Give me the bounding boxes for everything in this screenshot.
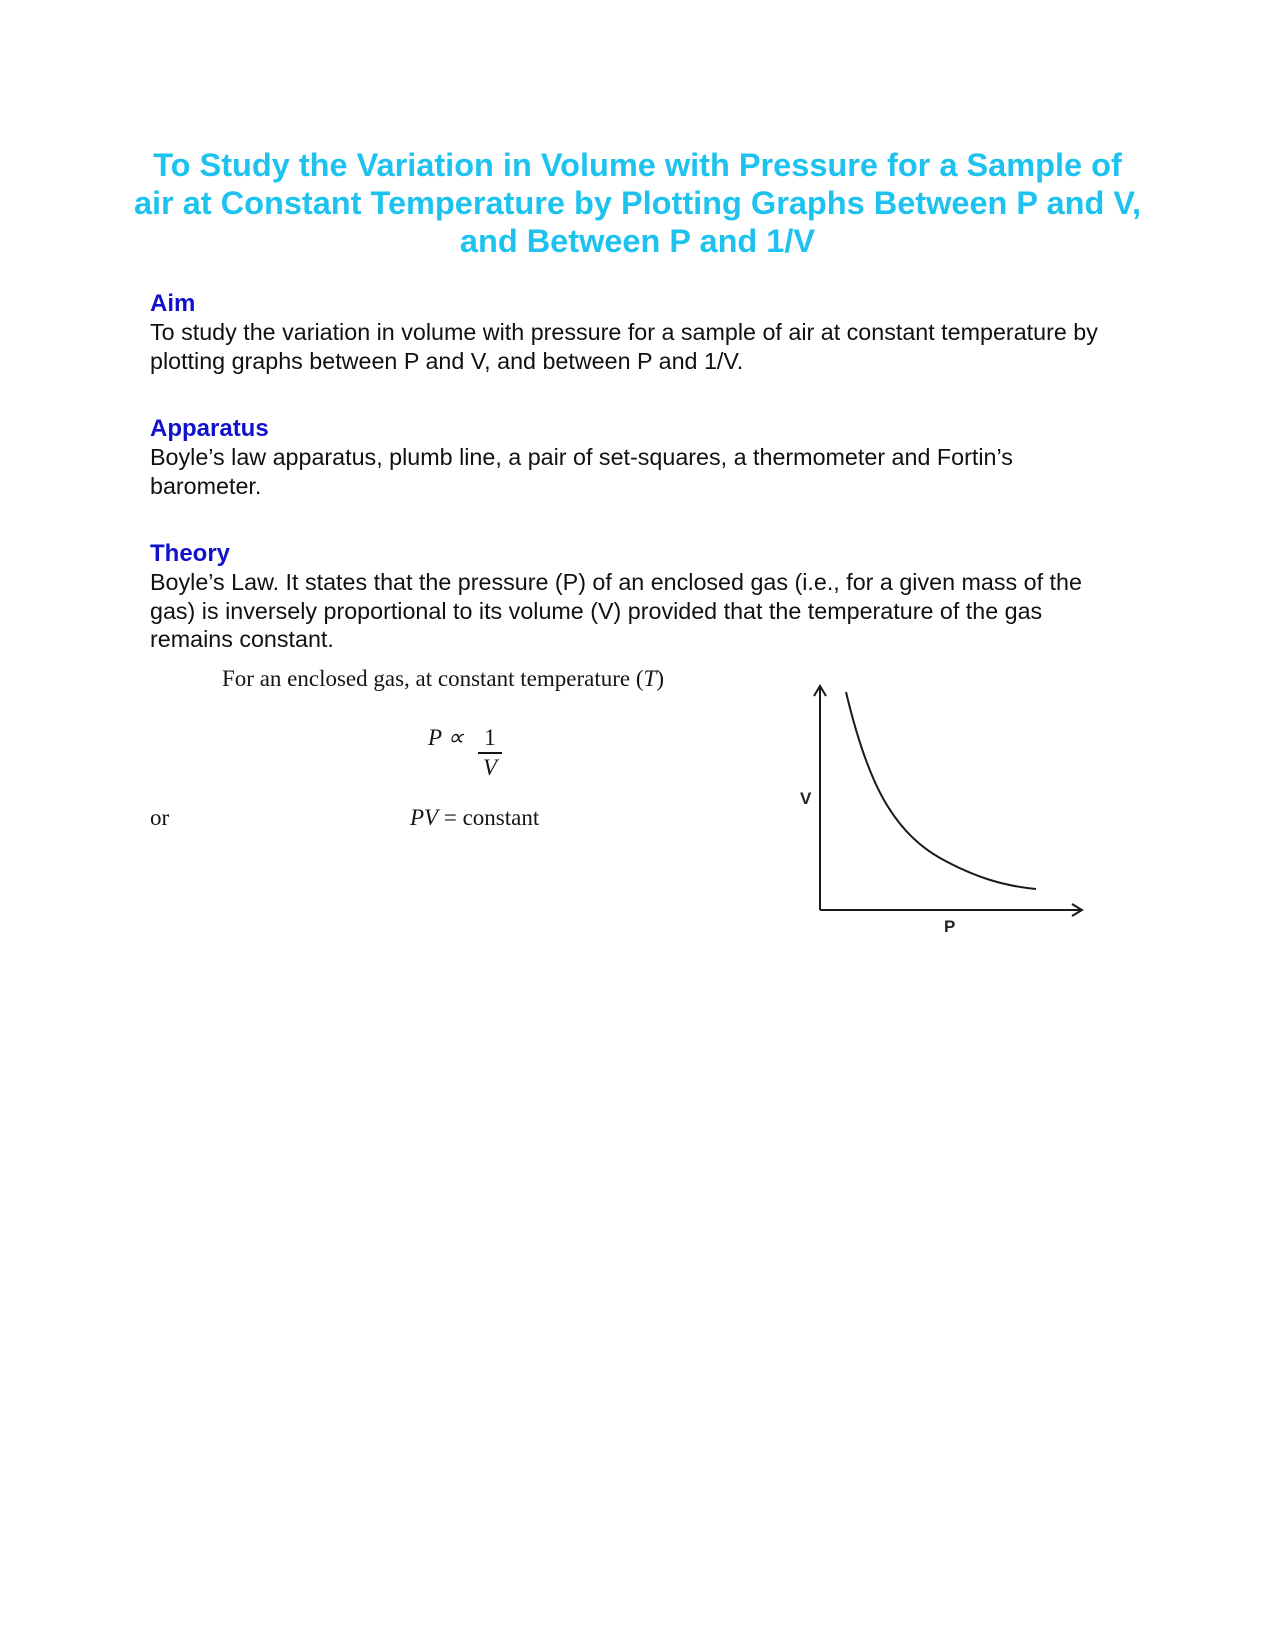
y-axis-label: V	[800, 789, 812, 808]
fraction-numerator: 1	[484, 725, 496, 750]
aim-heading: Aim	[150, 290, 196, 317]
temperature-symbol: T	[643, 666, 657, 691]
pv-lhs: PV	[410, 805, 439, 830]
aim-text: To study the variation in volume with pressure for a sample of air at constant temperature by plotting graphs between P and V, and between P and 1/V.	[150, 319, 1098, 374]
hyperbola-curve	[846, 692, 1036, 889]
theory-heading: Theory	[150, 540, 231, 567]
inverse-volume-fraction	[478, 725, 502, 781]
enclosed-gas-statement	[222, 666, 664, 692]
pv-constant-formula	[410, 805, 539, 831]
apparatus-section	[150, 415, 1130, 500]
proportionality-lhs: P ∝	[428, 725, 464, 750]
enclosed-gas-suffix: )	[656, 666, 664, 691]
page-title: To Study the Variation in Volume with Pressure for a Sample of air at Constant Temperature by Plotting Graphs Between P and V, and Between P and 1/V	[133, 147, 1142, 259]
enclosed-gas-prefix: For an enclosed gas, at constant temperature (	[222, 666, 644, 691]
or-label: or	[150, 805, 170, 830]
theory-text: Boyle’s Law. It states that the pressure (P) of an enclosed gas (i.e., for a given mass of the gas) is inversely proportional to its volume (V) provided that the temperature of the gas remains constant.	[150, 569, 1082, 652]
x-axis-label: P	[944, 917, 956, 936]
theory-section	[150, 540, 1130, 654]
fraction-bar	[478, 752, 502, 754]
aim-section	[150, 290, 1130, 375]
apparatus-heading: Apparatus	[150, 415, 269, 442]
apparatus-text: Boyle’s law apparatus, plumb line, a pair of set-squares, a thermometer and Fortin’s barometer.	[150, 444, 1013, 499]
fraction-denominator: V	[482, 754, 498, 780]
pv-rhs: = constant	[438, 805, 540, 830]
p-v-graph	[800, 680, 1120, 950]
